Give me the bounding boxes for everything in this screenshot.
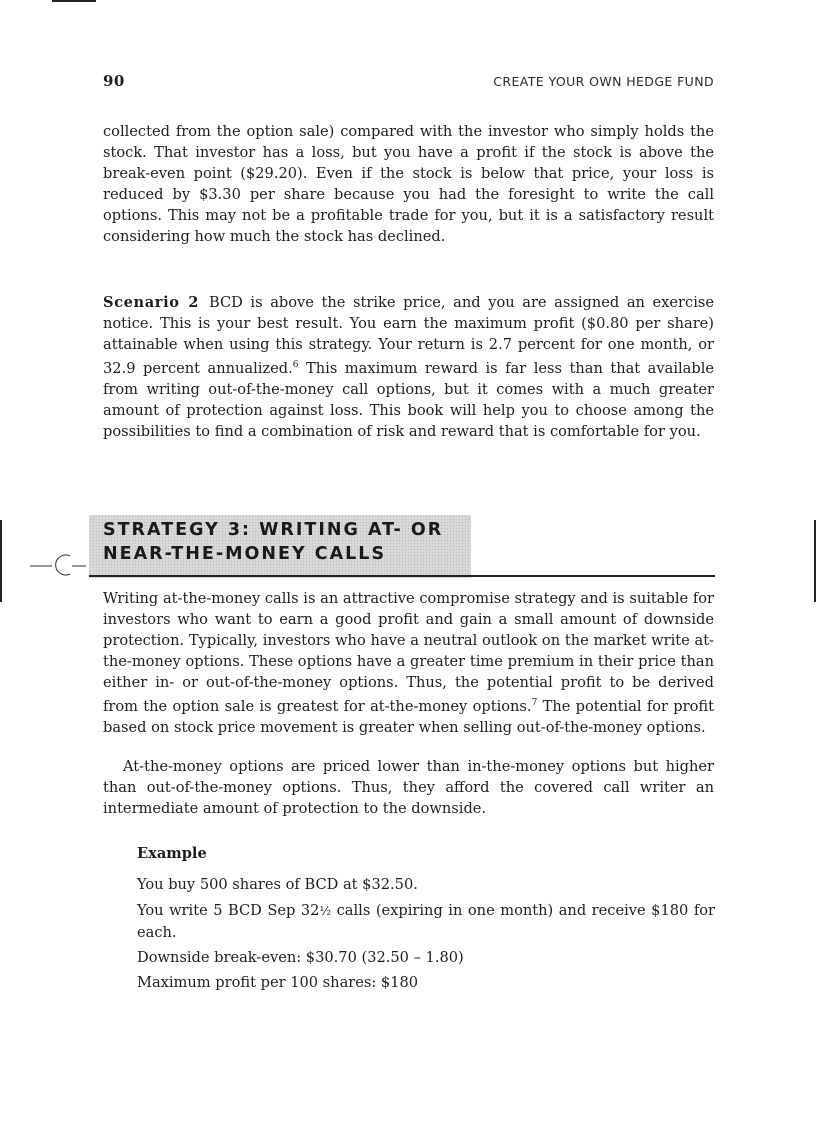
scenario-label: Scenario 2 bbox=[103, 294, 199, 311]
example-title: Example bbox=[137, 845, 207, 862]
crop-mark-left bbox=[0, 520, 2, 602]
example-line bbox=[137, 900, 715, 943]
running-head: CREATE YOUR OWN HEDGE FUND bbox=[493, 74, 714, 89]
section-heading-line1: STRATEGY 3: WRITING AT- OR bbox=[103, 520, 444, 540]
paragraph-scenario1-continued bbox=[103, 121, 714, 247]
registration-mark-icon bbox=[30, 552, 86, 576]
fraction: ½ bbox=[319, 904, 332, 918]
paragraph-text: The potential for profit based on stock price movement is greater when selling out-of-the-money options. bbox=[103, 697, 715, 736]
paragraph-text: Writing at-the-money calls is an attractive compromise strategy and is suitable for investors who want to earn a good profit and gain a small amount of downside protection. Typically, investors who have a neutral outlook on the market write at-the-money options. These options have a greater time premium in their price than either in- or out-of-the-money options. Thus, the potential profit to be derived from the option sale is greatest for at-the-money options. bbox=[103, 590, 714, 715]
example-line: Downside break-even: $30.70 (32.50 – 1.80) bbox=[137, 949, 464, 966]
section-heading-line2: NEAR-THE-MONEY CALLS bbox=[103, 544, 387, 564]
paragraph-text: collected from the option sale) compared with the investor who simply holds the stock. That investor has a loss, but you have a profit if the stock is above the break-even point ($29.20). Even if the stock is below that price, your loss is reduced by $3.30 per share because you had the foresight to write the call options. This may not be a profitable trade for you, but it is a satisfactory result considering how much the stock has declined. bbox=[103, 123, 714, 245]
paragraph-text: BCD is above the strike price, and you are assigned an exercise notice. This is your best result. You earn the maximum profit ($0.80 per share) attainable when using this strategy. Your return is 2.7 percent for one month, or 32.9 percent annualized. bbox=[103, 294, 714, 377]
example-line: Maximum profit per 100 shares: $180 bbox=[137, 974, 419, 991]
paragraph-scenario2 bbox=[103, 292, 714, 442]
paragraph-text: At-the-money options are priced lower than in-the-money options but higher than out-of-the-money options. Thus, they afford the covered call writer an intermediate amount of protection to the downside. bbox=[103, 758, 714, 817]
section-heading bbox=[103, 518, 483, 566]
crop-mark-top bbox=[52, 0, 96, 2]
example-line-text: calls (expiring in one month) and receive $180 for each. bbox=[137, 902, 715, 941]
section-heading-rule bbox=[89, 575, 715, 577]
paragraph-at-the-money bbox=[103, 756, 714, 819]
paragraph-text: This maximum reward is far less than that available from writing out-of-the-money call options, but it comes with a much greater amount of protection against loss. This book will help you to choose among the possibilities to find a combination of risk and reward that is comfortable for you. bbox=[103, 359, 715, 440]
page-number: 90 bbox=[103, 72, 125, 90]
footnote-ref: 6 bbox=[292, 360, 299, 370]
example-line: You buy 500 shares of BCD at $32.50. bbox=[137, 876, 418, 893]
paragraph-strategy3-intro bbox=[103, 588, 714, 738]
example-line-text: You write 5 BCD Sep 32 bbox=[137, 902, 320, 919]
footnote-ref: 7 bbox=[531, 698, 538, 708]
